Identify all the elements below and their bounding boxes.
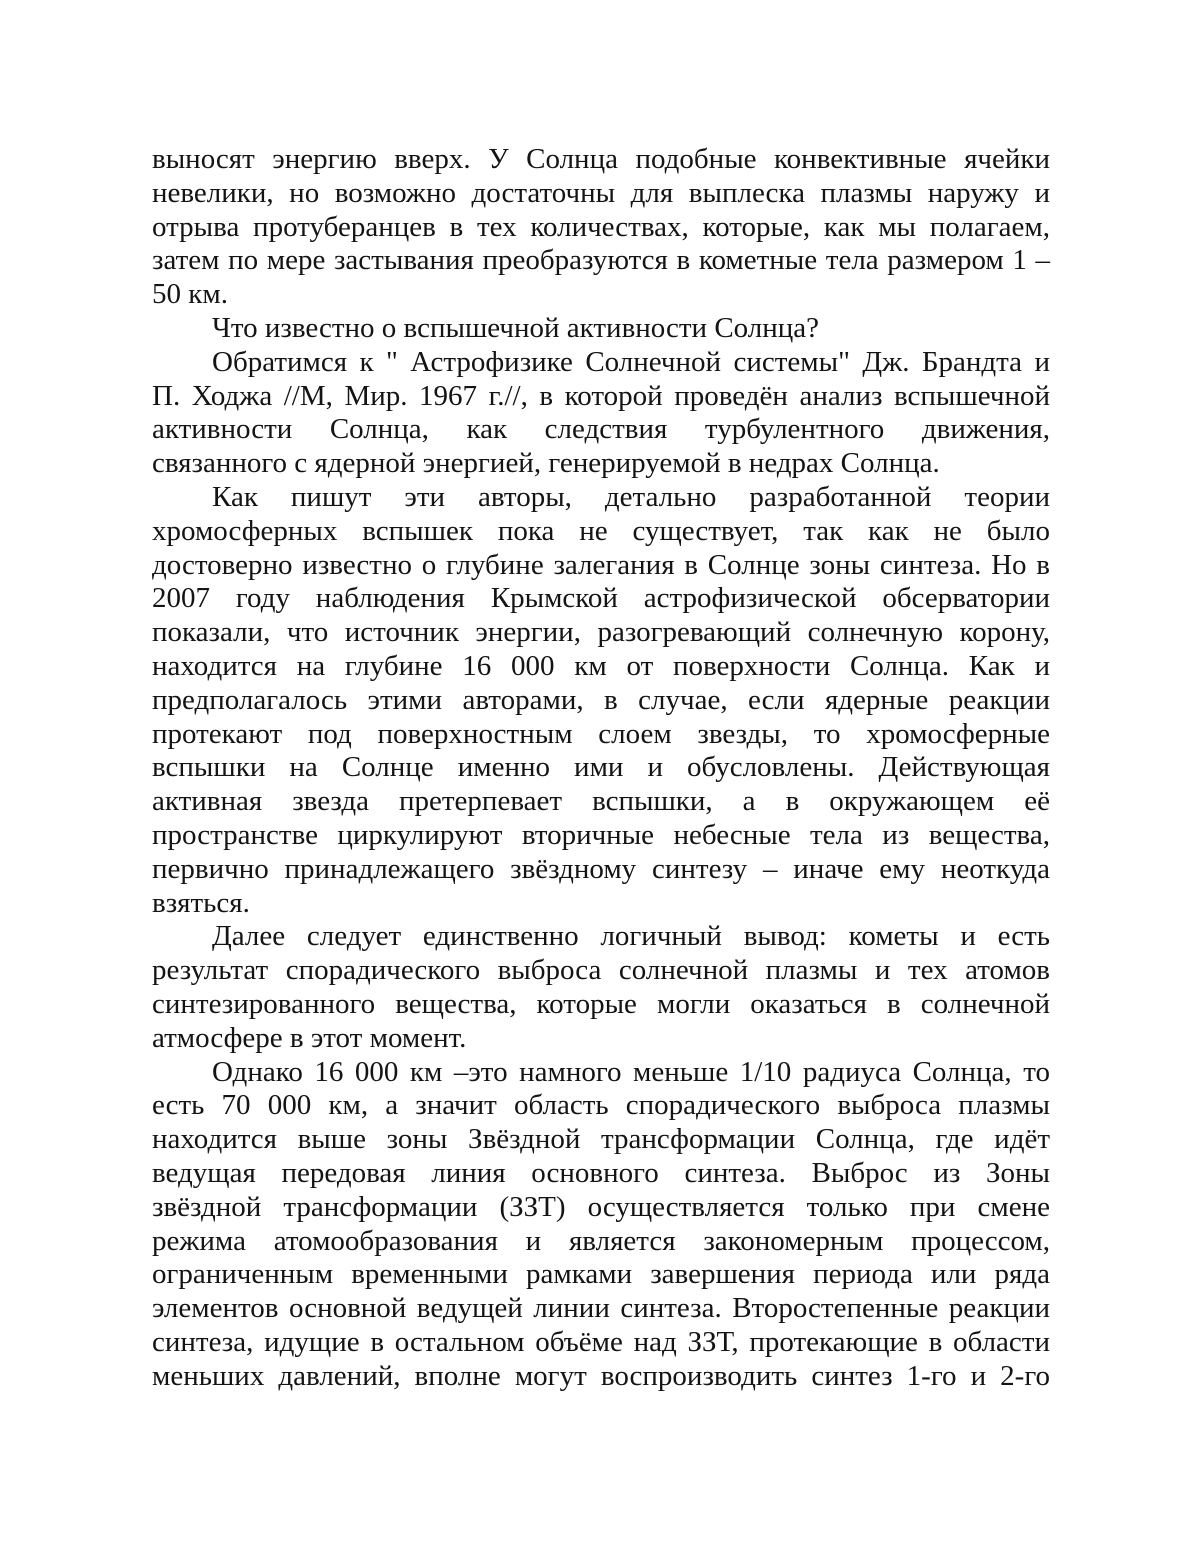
text-line: есть 70 000 км, а значит область спорадического выброса плазмы xyxy=(152,1089,1050,1122)
text-line: ведущая передовая линия основного синтеза. Выброс из Зоны xyxy=(152,1156,1050,1189)
text-line: отрыва протуберанцев в тех количествах, которые, как мы полагаем, xyxy=(152,210,1050,243)
text-line: выносят энергию вверх. У Солнца подобные конвективные ячейки xyxy=(152,143,1050,175)
text-line: звёздной трансформации (ЗЗТ) осуществляется только при смене xyxy=(152,1190,1050,1223)
text-line: Далее следует единственно логичный вывод: кометы и есть xyxy=(212,920,1050,953)
text-line: атмосфере в этот момент. xyxy=(152,1021,467,1054)
text-line: вспышки на Солнце именно ими и обусловлены. Действующая xyxy=(152,751,1050,784)
paragraph xyxy=(152,143,1050,312)
document-body xyxy=(152,143,1050,1393)
text-line: 2007 году наблюдения Крымской астрофизической обсерватории xyxy=(152,582,1050,615)
text-line: протекают под поверхностным слоем звезды, то хромосферные xyxy=(152,717,1050,750)
text-line: активная звезда претерпевает вспышки, а в окружающем её xyxy=(152,785,1050,818)
text-line: предполагалось этими авторами, в случае, если ядерные реакции xyxy=(152,683,1050,716)
text-line: пространстве циркулируют вторичные небесные тела из вещества, xyxy=(152,818,1050,851)
text-line: взяться. xyxy=(152,886,250,919)
text-line: Что известно о вспышечной активности Солнца? xyxy=(212,311,820,344)
text-line: режима атомообразования и является закономерным процессом, xyxy=(152,1224,1050,1257)
text-line: хромосферных вспышек пока не существует, так как не было xyxy=(152,514,1050,547)
text-line: невелики, но возможно достаточны для выплеска плазмы наружу и xyxy=(152,176,1050,209)
text-line: связанного с ядерной энергией, генерируемой в недрах Солнца. xyxy=(152,447,940,480)
text-line: затем по мере застывания преобразуются в кометные тела размером 1 – xyxy=(152,244,1050,277)
text-line: ограниченным временными рамками завершения периода или ряда xyxy=(152,1258,1050,1291)
text-line: Как пишут эти авторы, детально разработанной теории xyxy=(212,480,1050,513)
text-line: первично принадлежащего звёздному синтезу – иначе ему неоткуда xyxy=(152,852,1050,885)
text-line: результат спорадического выброса солнечной плазмы и тех атомов xyxy=(152,954,1050,987)
paragraph xyxy=(152,312,1050,346)
paragraph xyxy=(152,346,1050,481)
text-line: активности Солнца, как следствия турбулентного движения, xyxy=(152,413,1050,446)
text-line: Обратимся к " Астрофизике Солнечной системы" Дж. Брандта и xyxy=(212,345,1050,378)
text-line: 50 км. xyxy=(152,278,228,311)
text-line: синтезированного вещества, которые могли оказаться в солнечной xyxy=(152,987,1050,1020)
paragraph xyxy=(152,920,1050,1055)
text-line: Однако 16 000 км –это намного меньше 1/10 радиуса Солнца, то xyxy=(212,1055,1050,1088)
text-line: П. Ходжа //М, Мир. 1967 г.//, в которой проведён анализ вспышечной xyxy=(152,379,1050,412)
paragraph xyxy=(152,1056,1050,1394)
text-line: меньших давлений, вполне могут воспроизводить синтез 1-го и 2-го xyxy=(152,1359,1050,1392)
text-line: находится выше зоны Звёздной трансформации Солнца, где идёт xyxy=(152,1123,1050,1156)
text-line: синтеза, идущие в остальном объёме над ЗЗТ, протекающие в области xyxy=(152,1325,1050,1358)
paragraph xyxy=(152,481,1050,920)
text-line: достоверно известно о глубине залегания в Солнце зоны синтеза. Но в xyxy=(152,548,1050,581)
text-line: показали, что источник энергии, разогревающий солнечную корону, xyxy=(152,616,1050,649)
text-line: элементов основной ведущей линии синтеза. Второстепенные реакции xyxy=(152,1292,1050,1325)
text-line: находится на глубине 16 000 км от поверхности Солнца. Как и xyxy=(152,649,1050,682)
